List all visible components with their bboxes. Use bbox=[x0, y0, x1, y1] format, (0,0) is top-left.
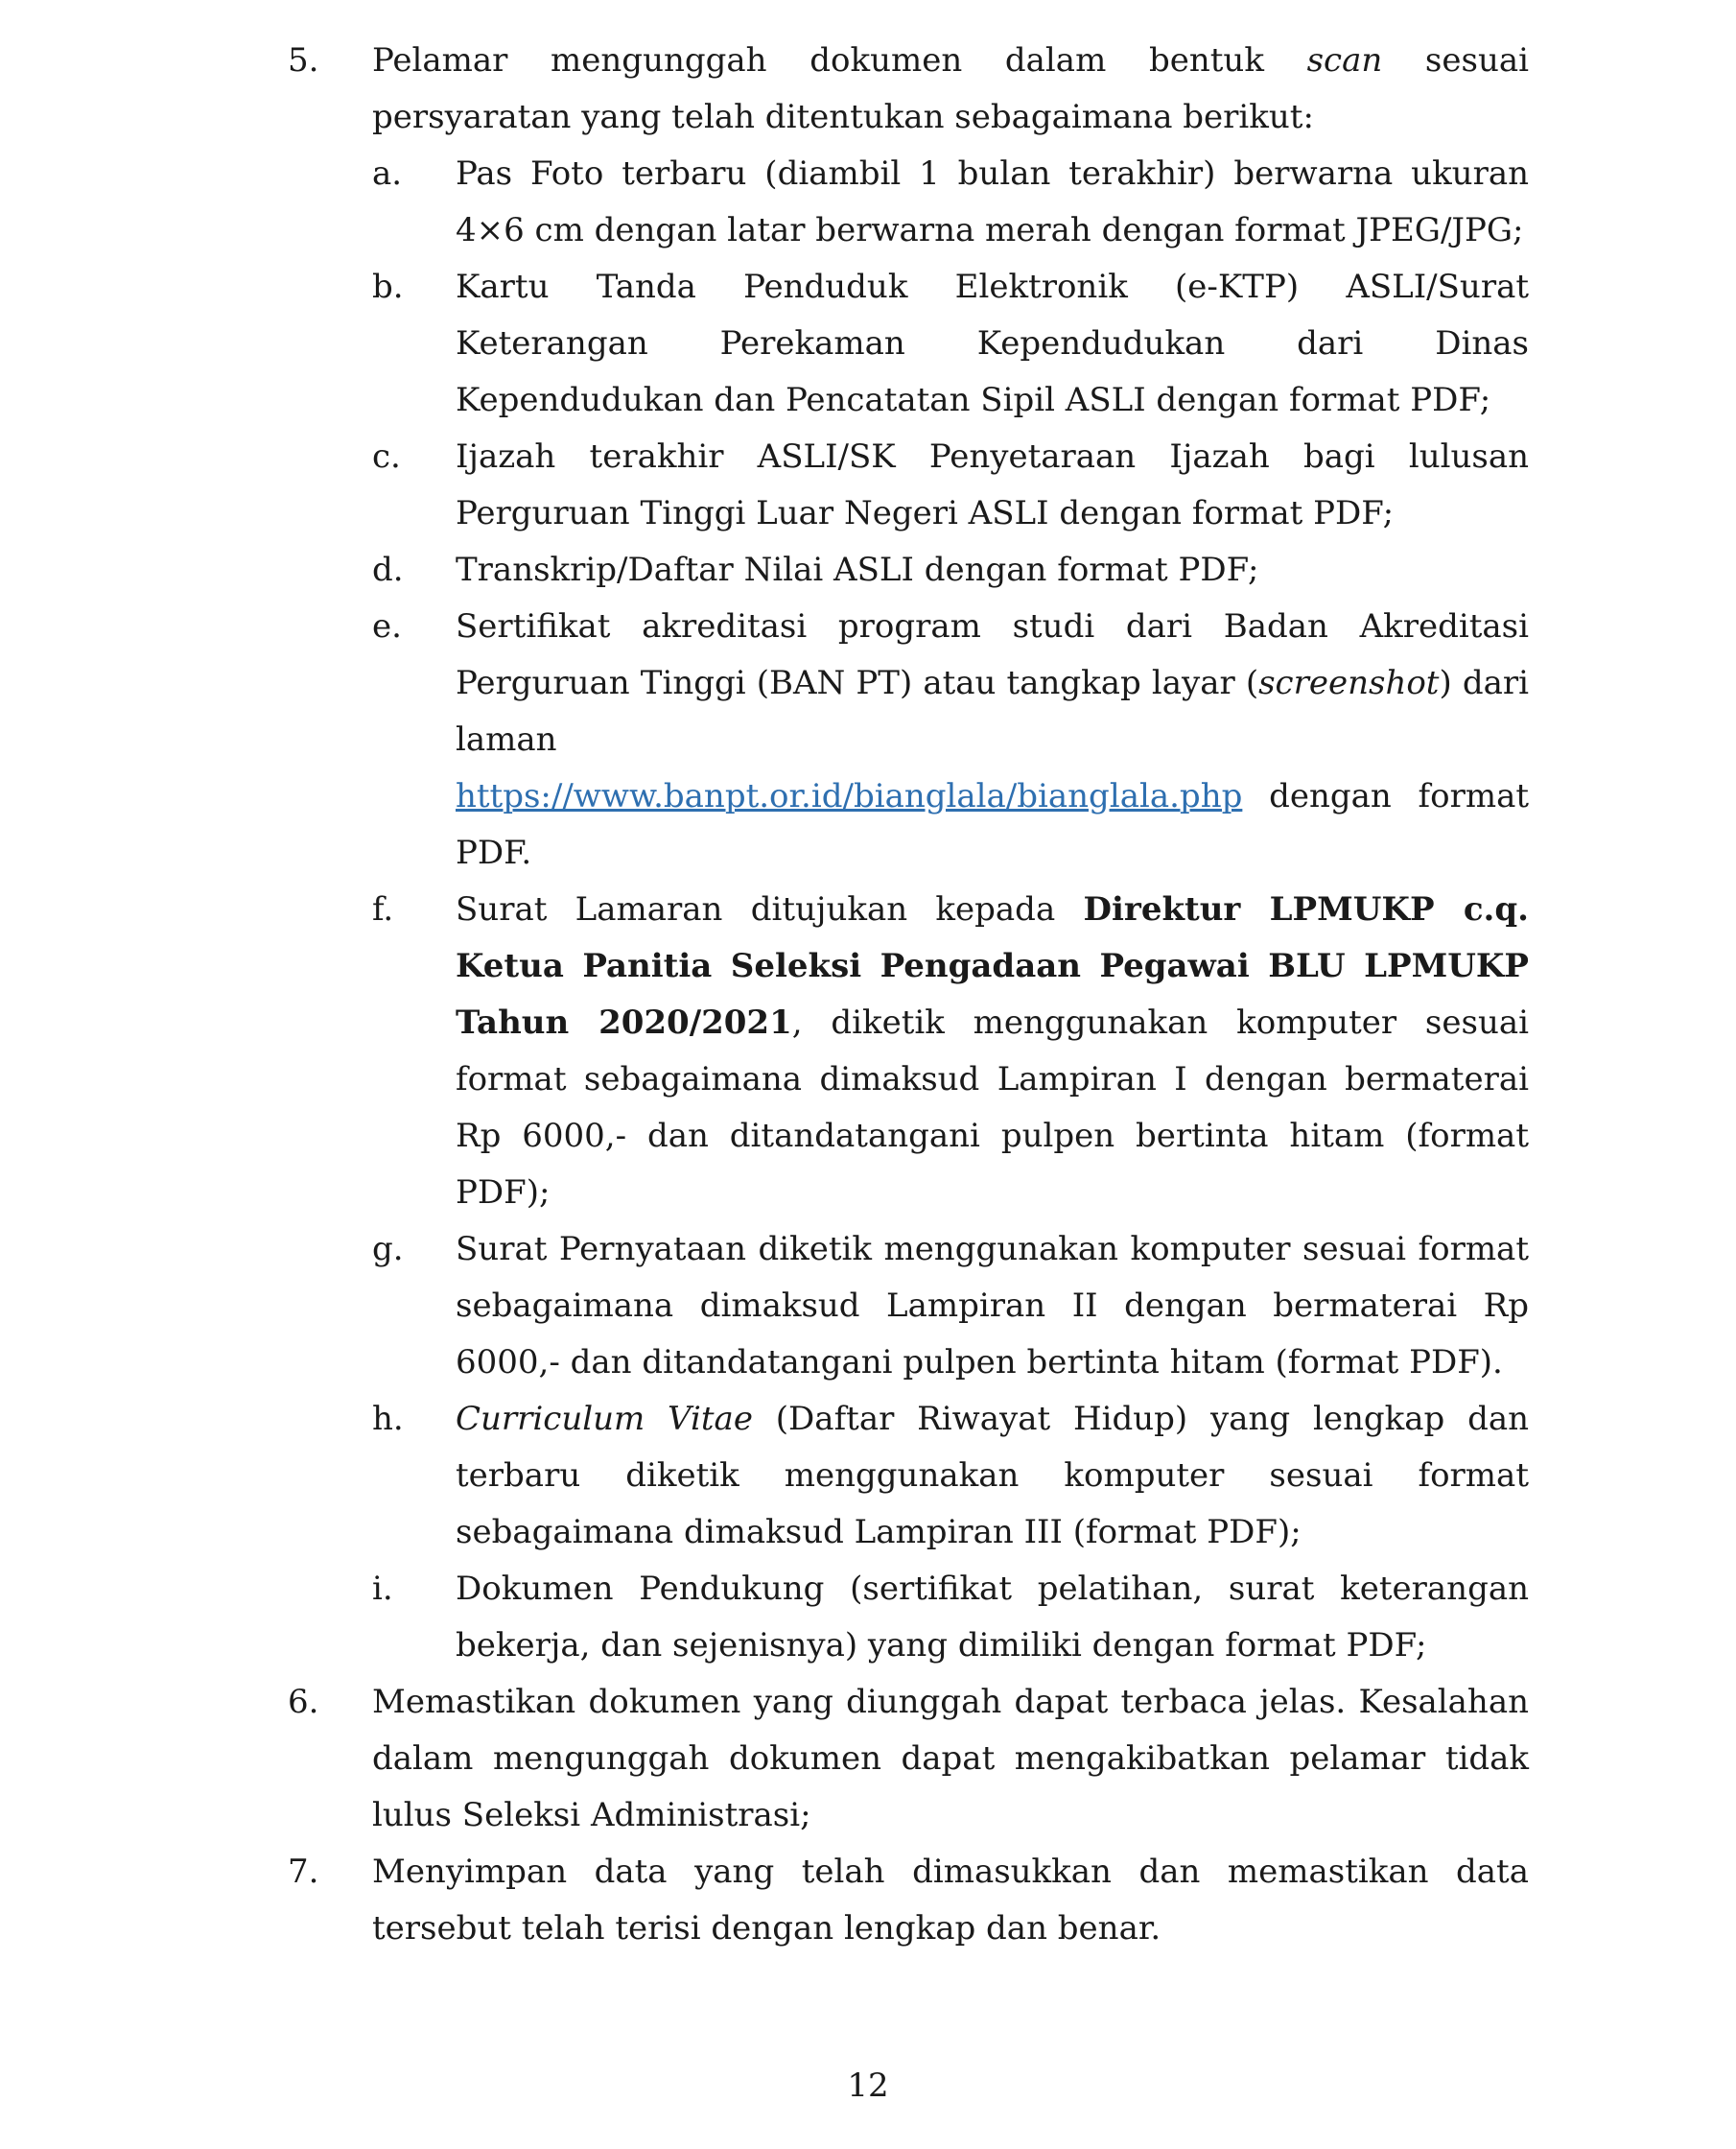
subitem-text-part: (Daftar Riwayat Hidup) yang lengkap dan terbaru diketik menggunakan komputer sesuai format sebagaimana dimaksud Lampiran III (format PDF); bbox=[456, 1400, 1530, 1551]
subitem-italic-text: Curriculum Vitae bbox=[456, 1400, 753, 1438]
item-number: 7. bbox=[288, 1853, 319, 1891]
subitem-letter: c. bbox=[372, 437, 401, 476]
item-number: 6. bbox=[288, 1683, 319, 1721]
intro-italic-text: scan bbox=[1306, 41, 1383, 80]
subitem-h bbox=[372, 1391, 1529, 1561]
subitem-text-part: , diketik menggunakan komputer sesuai format sebagaimana dimaksud Lampiran I dengan bermaterai Rp 6000,- dan ditandatangani pulpen bertinta hitam (format PDF); bbox=[456, 1004, 1529, 1212]
subitem-g bbox=[372, 1221, 1529, 1391]
subitem-text: Surat Pernyataan diketik menggunakan komputer sesuai format sebagaimana dimaksud Lampiran II dengan bermaterai Rp 6000,- dan ditandatangani pulpen bertinta hitam (format PDF). bbox=[456, 1230, 1529, 1382]
subitem-letter: b. bbox=[372, 268, 404, 306]
subitem-letter: h. bbox=[372, 1400, 404, 1438]
subitem-e bbox=[372, 599, 1529, 882]
subitem-text: Transkrip/Daftar Nilai ASLI dengan format PDF; bbox=[456, 551, 1259, 589]
subitem-text: Dokumen Pendukung (sertifikat pelatihan, surat keterangan bekerja, dan sejenisnya) yang dimiliki dengan format PDF; bbox=[456, 1570, 1529, 1665]
document-content bbox=[288, 33, 1529, 1957]
subitem-a bbox=[372, 146, 1529, 259]
subitem-f bbox=[372, 882, 1529, 1221]
subitem-text bbox=[456, 1391, 1529, 1561]
subitem-text-part: format bbox=[1418, 777, 1529, 815]
subitem-c bbox=[372, 429, 1529, 542]
subitem-text bbox=[456, 599, 1529, 882]
subitem-letter: f. bbox=[372, 890, 394, 929]
subitem-text: Kartu Tanda Penduduk Elektronik (e-KTP) ASLI/Surat Keterangan Perekaman Kependudukan dari Dinas Kependudukan dan Pencatatan Sipil ASLI dengan format PDF; bbox=[456, 268, 1529, 419]
item-body: Memastikan dokumen yang diunggah dapat terbaca jelas. Kesalahan dalam mengunggah dokumen dapat mengakibatkan pelamar tidak lulus Seleksi Administrasi; bbox=[372, 1683, 1529, 1834]
list-item-7 bbox=[288, 1844, 1529, 1957]
subitem-letter: e. bbox=[372, 607, 402, 646]
subitem-bold-text: Direktur LPMUKP c.q. Ketua Panitia Seleksi Pengadaan Pegawai BLU LPMUKP Tahun 2020/2021 bbox=[456, 890, 1529, 1042]
subitem-letter: g. bbox=[372, 1230, 404, 1268]
subitem-italic-text: screenshot bbox=[1258, 664, 1440, 702]
subitem-text: Ijazah terakhir ASLI/SK Penyetaraan Ijazah bagi lulusan Perguruan Tinggi Luar Negeri ASLI dengan format PDF; bbox=[456, 437, 1529, 532]
page-number: 12 bbox=[847, 2066, 889, 2105]
intro-text: Pelamar mengunggah dokumen dalam bentuk bbox=[372, 41, 1307, 80]
link-row bbox=[456, 768, 1529, 825]
item-body bbox=[372, 33, 1529, 1674]
list-item-5 bbox=[288, 33, 1529, 1674]
subitem-text-part: Sertifikat akreditasi program studi dari Badan Akreditasi Perguruan Tinggi (BAN PT) atau tangkap layar ( bbox=[456, 607, 1529, 702]
subitem-letter: d. bbox=[372, 551, 404, 589]
item-body: Menyimpan data yang telah dimasukkan dan memastikan data tersebut telah terisi dengan lengkap dan benar. bbox=[372, 1853, 1529, 1948]
subitem-text-part: PDF. bbox=[456, 834, 532, 872]
subitem-i bbox=[372, 1561, 1529, 1674]
subitem-text-part: Surat Lamaran ditujukan kepada bbox=[456, 890, 1084, 929]
subitem-text: Pas Foto terbaru (diambil 1 bulan terakhir) berwarna ukuran 4×6 cm dengan latar berwarna merah dengan format JPEG/JPG; bbox=[456, 154, 1529, 249]
item-intro bbox=[372, 33, 1529, 146]
list-item-6 bbox=[288, 1674, 1529, 1844]
subitem-text-part: ) dari laman bbox=[456, 664, 1530, 759]
banpt-link[interactable]: https://www.banpt.or.id/bianglala/bianglala.php bbox=[456, 777, 1243, 815]
subitem-letter: i. bbox=[372, 1570, 393, 1608]
subitem-text-part: dengan bbox=[1269, 777, 1392, 815]
subitem-b bbox=[372, 259, 1529, 429]
item-number: 5. bbox=[288, 41, 319, 80]
subitem-letter: a. bbox=[372, 154, 403, 193]
subitem-text bbox=[456, 882, 1529, 1221]
subitem-d bbox=[372, 542, 1529, 599]
intro-text-rest: sesuai persyaratan yang telah ditentukan sebagaimana berikut: bbox=[372, 41, 1529, 136]
